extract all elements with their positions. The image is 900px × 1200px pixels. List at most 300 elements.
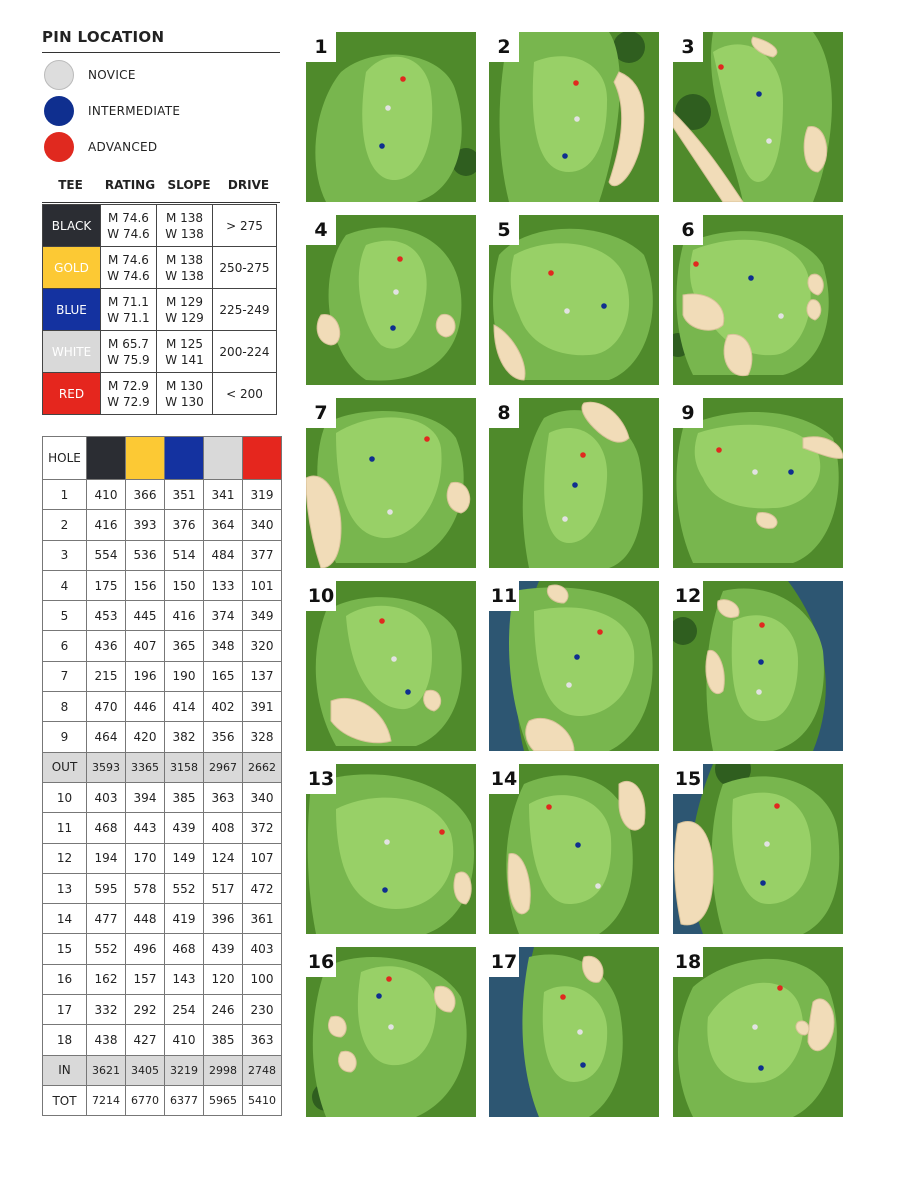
intermediate-pin <box>758 659 764 665</box>
rating-men: M 71.1 <box>108 294 149 309</box>
hole-number-label: 12 <box>673 581 703 611</box>
hole-map <box>306 398 476 568</box>
intermediate-pin <box>369 456 375 462</box>
slope-women: W 138 <box>165 226 204 241</box>
advanced-pin <box>718 64 724 70</box>
yardage-cell: 445 <box>126 601 165 631</box>
rating-header: RATING <box>104 178 156 192</box>
hole-number-label: 1 <box>306 32 336 62</box>
yardage-cell: 341 <box>204 480 243 510</box>
hole-map <box>489 947 659 1117</box>
hole-row <box>43 510 282 540</box>
hole-number-label: 15 <box>673 764 703 794</box>
legend-item <box>44 60 136 90</box>
advanced-pin <box>774 803 780 809</box>
yardage-cell: 348 <box>204 631 243 661</box>
slope-men: M 130 <box>165 378 204 393</box>
sand-bunker <box>675 821 713 924</box>
yardage-cell: 328 <box>243 722 282 752</box>
tee-name-label: GOLD <box>54 260 89 275</box>
yardage-cell: 162 <box>87 964 126 994</box>
hole-map <box>673 32 843 202</box>
tee-color-swatch <box>87 437 126 480</box>
yardage-cell: 419 <box>165 904 204 934</box>
hole-map <box>673 398 843 568</box>
hole-row <box>43 601 282 631</box>
drive-value: 250-275 <box>219 260 270 275</box>
hole-row <box>43 1085 282 1115</box>
hole-number-label: 10 <box>306 581 336 611</box>
hole-map <box>306 764 476 934</box>
intermediate-pin <box>760 880 766 886</box>
yardage-cell: 468 <box>165 934 204 964</box>
intermediate-pin <box>601 303 607 309</box>
hole-row <box>43 843 282 873</box>
drive-cell <box>213 331 277 373</box>
sand-bunker <box>328 1016 346 1037</box>
yardage-cell: 340 <box>243 510 282 540</box>
tee-color-swatch <box>165 437 204 480</box>
slope-women: W 129 <box>165 310 204 325</box>
drive-value: 225-249 <box>219 302 270 317</box>
yardage-cell: 436 <box>87 631 126 661</box>
yardage-cell: 402 <box>204 692 243 722</box>
rating-women: W 74.6 <box>107 268 150 283</box>
hole-number: 14 <box>43 904 87 934</box>
hole-number-label: 9 <box>673 398 703 428</box>
yardage-cell: 5965 <box>204 1085 243 1115</box>
hole-number: 6 <box>43 631 87 661</box>
intermediate-pin <box>580 1062 586 1068</box>
yardage-cell: 361 <box>243 904 282 934</box>
tee-name <box>43 373 101 415</box>
yardage-cell: 3219 <box>165 1055 204 1085</box>
intermediate-pin <box>376 993 382 999</box>
hole-map <box>489 32 659 202</box>
hole-map <box>489 398 659 568</box>
hole-row <box>43 480 282 510</box>
advanced-pin <box>400 76 406 82</box>
advanced-pin <box>777 985 783 991</box>
hole-header <box>43 437 87 480</box>
legend-dot-icon <box>44 60 74 90</box>
slope-men: M 125 <box>165 336 204 351</box>
yardage-cell: 137 <box>243 661 282 691</box>
tee-name <box>43 289 101 331</box>
novice-pin <box>388 1024 394 1030</box>
yardage-cell: 391 <box>243 692 282 722</box>
yardage-cell: 194 <box>87 843 126 873</box>
hole-number-label: 16 <box>306 947 336 977</box>
yardage-cell: 496 <box>126 934 165 964</box>
tee-row <box>43 247 277 289</box>
yardage-cell: 124 <box>204 843 243 873</box>
tee-name <box>43 331 101 373</box>
advanced-pin <box>580 452 586 458</box>
hole-number: IN <box>43 1055 87 1085</box>
slope-cell <box>157 289 213 331</box>
yardage-cell: 215 <box>87 661 126 691</box>
hole-row <box>43 692 282 722</box>
drive-value: > 275 <box>226 218 263 233</box>
yardage-cell: 470 <box>87 692 126 722</box>
intermediate-pin <box>379 143 385 149</box>
yardage-cell: 320 <box>243 631 282 661</box>
hole-row <box>43 934 282 964</box>
tee-name-label: RED <box>58 386 85 401</box>
yardage-cell: 472 <box>243 873 282 903</box>
yardage-cell: 552 <box>87 934 126 964</box>
advanced-pin <box>716 447 722 453</box>
yardage-cell: 254 <box>165 995 204 1025</box>
yardage-cell: 403 <box>87 782 126 812</box>
hole-map <box>306 947 476 1117</box>
intermediate-pin <box>382 887 388 893</box>
intermediate-pin <box>390 325 396 331</box>
putting-green <box>533 56 607 172</box>
hole-number: 5 <box>43 601 87 631</box>
yardage-cell: 3405 <box>126 1055 165 1085</box>
advanced-pin <box>386 976 392 982</box>
subtotal-row <box>43 752 282 782</box>
hole-map <box>489 215 659 385</box>
hole-map <box>489 581 659 751</box>
intermediate-pin <box>575 842 581 848</box>
hole-row <box>43 813 282 843</box>
yardage-cell: 468 <box>87 813 126 843</box>
yardage-cell: 319 <box>243 480 282 510</box>
yardage-cell: 416 <box>165 601 204 631</box>
hole-number: 3 <box>43 540 87 570</box>
yardage-cell: 133 <box>204 570 243 600</box>
scorecard-header-row <box>43 437 282 480</box>
yardage-cell: 414 <box>165 692 204 722</box>
hole-row <box>43 1025 282 1055</box>
hole-number: TOT <box>43 1085 87 1115</box>
yardage-cell: 149 <box>165 843 204 873</box>
hole-number-label: 11 <box>489 581 519 611</box>
intermediate-pin <box>758 1065 764 1071</box>
advanced-pin <box>379 618 385 624</box>
novice-pin <box>752 1024 758 1030</box>
hole-row <box>43 782 282 812</box>
yardage-cell: 190 <box>165 661 204 691</box>
yardage-cell: 385 <box>165 782 204 812</box>
yardage-cell: 372 <box>243 813 282 843</box>
yardage-cell: 120 <box>204 964 243 994</box>
yardage-cell: 366 <box>126 480 165 510</box>
hole-number: 18 <box>43 1025 87 1055</box>
tee-row <box>43 289 277 331</box>
yardage-cell: 351 <box>165 480 204 510</box>
novice-pin <box>577 1029 583 1035</box>
hole-map <box>673 215 843 385</box>
yardage-cell: 464 <box>87 722 126 752</box>
hole-number-label: 18 <box>673 947 703 977</box>
novice-pin <box>595 883 601 889</box>
rating-women: W 75.9 <box>107 352 150 367</box>
hole-map <box>673 764 843 934</box>
hole-map <box>306 581 476 751</box>
yardage-cell: 578 <box>126 873 165 903</box>
hole-number: 1 <box>43 480 87 510</box>
yardage-cell: 349 <box>243 601 282 631</box>
yardage-cell: 439 <box>165 813 204 843</box>
hole-number: 4 <box>43 570 87 600</box>
yardage-cell: 484 <box>204 540 243 570</box>
novice-pin <box>752 469 758 475</box>
hole-number: 9 <box>43 722 87 752</box>
yardage-cell: 2748 <box>243 1055 282 1085</box>
hole-row <box>43 995 282 1025</box>
tee-name-label: BLACK <box>51 218 92 233</box>
yardage-cell: 3621 <box>87 1055 126 1085</box>
advanced-pin <box>397 256 403 262</box>
drive-cell <box>213 373 277 415</box>
yardage-cell: 165 <box>204 661 243 691</box>
hole-row <box>43 904 282 934</box>
advanced-pin <box>548 270 554 276</box>
yardage-cell: 407 <box>126 631 165 661</box>
rating-cell <box>101 289 157 331</box>
hole-number: 15 <box>43 934 87 964</box>
yardage-cell: 453 <box>87 601 126 631</box>
yardage-cell: 420 <box>126 722 165 752</box>
hole-map <box>306 32 476 202</box>
yardage-cell: 363 <box>243 1025 282 1055</box>
tee-color-swatch <box>243 437 282 480</box>
pin-location-title: PIN LOCATION <box>42 28 280 53</box>
yardage-cell: 363 <box>204 782 243 812</box>
legend-item <box>44 96 180 126</box>
novice-pin <box>778 313 784 319</box>
yardage-cell: 439 <box>204 934 243 964</box>
hole-number: 12 <box>43 843 87 873</box>
slope-women: W 130 <box>165 394 204 409</box>
legend-label: ADVANCED <box>88 140 158 154</box>
yardage-cell: 427 <box>126 1025 165 1055</box>
yardage-cell: 364 <box>204 510 243 540</box>
yardage-cell: 292 <box>126 995 165 1025</box>
intermediate-pin <box>562 153 568 159</box>
legend-dot-icon <box>44 132 74 162</box>
hole-header-label: HOLE <box>48 451 81 465</box>
yardage-cell: 365 <box>165 631 204 661</box>
novice-pin <box>385 105 391 111</box>
hole-row <box>43 964 282 994</box>
slope-cell <box>157 205 213 247</box>
yardage-cell: 101 <box>243 570 282 600</box>
yardage-cell: 7214 <box>87 1085 126 1115</box>
hole-number: 11 <box>43 813 87 843</box>
advanced-pin <box>597 629 603 635</box>
yardage-cell: 408 <box>204 813 243 843</box>
yardage-cell: 6770 <box>126 1085 165 1115</box>
yardage-cell: 554 <box>87 540 126 570</box>
yardage-cell: 514 <box>165 540 204 570</box>
yardage-cell: 156 <box>126 570 165 600</box>
rating-men: M 65.7 <box>108 336 149 351</box>
hole-number: 8 <box>43 692 87 722</box>
yardage-cell: 393 <box>126 510 165 540</box>
hole-row <box>43 540 282 570</box>
hole-map <box>673 581 843 751</box>
hole-map <box>673 947 843 1117</box>
hole-map <box>306 215 476 385</box>
tee-table-header <box>42 178 280 203</box>
slope-men: M 138 <box>165 252 204 267</box>
hole-number-label: 17 <box>489 947 519 977</box>
yardage-cell: 3158 <box>165 752 204 782</box>
yardage-cell: 410 <box>87 480 126 510</box>
yardage-cell: 5410 <box>243 1085 282 1115</box>
novice-pin <box>391 656 397 662</box>
hole-number: 10 <box>43 782 87 812</box>
hole-row <box>43 631 282 661</box>
tee-name-label: WHITE <box>51 344 92 359</box>
hole-number-label: 7 <box>306 398 336 428</box>
intermediate-pin <box>405 689 411 695</box>
drive-value: 200-224 <box>219 344 270 359</box>
novice-pin <box>766 138 772 144</box>
hole-number: 13 <box>43 873 87 903</box>
slope-men: M 138 <box>165 210 204 225</box>
yardage-cell: 382 <box>165 722 204 752</box>
drive-header: DRIVE <box>227 178 270 192</box>
advanced-pin <box>424 436 430 442</box>
rating-women: W 72.9 <box>107 394 150 409</box>
yardage-cell: 595 <box>87 873 126 903</box>
drive-cell <box>213 205 277 247</box>
hole-number-label: 4 <box>306 215 336 245</box>
tee-row <box>43 373 277 415</box>
hole-number: 16 <box>43 964 87 994</box>
yardage-cell: 230 <box>243 995 282 1025</box>
hole-number: 2 <box>43 510 87 540</box>
legend-label: NOVICE <box>88 68 136 82</box>
novice-pin <box>764 841 770 847</box>
rating-men: M 74.6 <box>108 252 149 267</box>
yardage-cell: 552 <box>165 873 204 903</box>
yardage-cell: 446 <box>126 692 165 722</box>
slope-women: W 138 <box>165 268 204 283</box>
yardage-cell: 443 <box>126 813 165 843</box>
yardage-cell: 332 <box>87 995 126 1025</box>
hole-map <box>489 764 659 934</box>
yardage-cell: 410 <box>165 1025 204 1055</box>
hole-row <box>43 570 282 600</box>
drive-cell <box>213 247 277 289</box>
yardage-cell: 107 <box>243 843 282 873</box>
rating-women: W 74.6 <box>107 226 150 241</box>
yardage-cell: 536 <box>126 540 165 570</box>
yardage-cell: 143 <box>165 964 204 994</box>
hole-row <box>43 661 282 691</box>
slope-header: SLOPE <box>167 178 211 192</box>
novice-pin <box>566 682 572 688</box>
hole-row <box>43 722 282 752</box>
yardage-cell: 196 <box>126 661 165 691</box>
novice-pin <box>564 308 570 314</box>
intermediate-pin <box>572 482 578 488</box>
intermediate-pin <box>756 91 762 97</box>
yardage-cell: 150 <box>165 570 204 600</box>
yardage-cell: 394 <box>126 782 165 812</box>
intermediate-pin <box>748 275 754 281</box>
yardage-cell: 396 <box>204 904 243 934</box>
drive-value: < 200 <box>226 386 263 401</box>
rating-cell <box>101 205 157 247</box>
tee-table <box>42 204 277 415</box>
yardage-cell: 170 <box>126 843 165 873</box>
slope-men: M 129 <box>165 294 204 309</box>
yardage-cell: 448 <box>126 904 165 934</box>
yardage-cell: 157 <box>126 964 165 994</box>
legend-item <box>44 132 157 162</box>
novice-pin <box>574 116 580 122</box>
sand-bunker <box>436 314 455 337</box>
advanced-pin <box>693 261 699 267</box>
yardage-cell: 477 <box>87 904 126 934</box>
yardage-cell: 100 <box>243 964 282 994</box>
novice-pin <box>756 689 762 695</box>
rating-men: M 72.9 <box>108 378 149 393</box>
slope-cell <box>157 247 213 289</box>
yardage-cell: 2662 <box>243 752 282 782</box>
yardage-cell: 376 <box>165 510 204 540</box>
hole-number-label: 6 <box>673 215 703 245</box>
novice-pin <box>384 839 390 845</box>
scorecard-table <box>42 436 282 1116</box>
yardage-cell: 246 <box>204 995 243 1025</box>
intermediate-pin <box>788 469 794 475</box>
yardage-cell: 438 <box>87 1025 126 1055</box>
tee-name <box>43 205 101 247</box>
hole-number-label: 5 <box>489 215 519 245</box>
yardage-cell: 416 <box>87 510 126 540</box>
yardage-cell: 377 <box>243 540 282 570</box>
yardage-cell: 3593 <box>87 752 126 782</box>
slope-cell <box>157 373 213 415</box>
advanced-pin <box>439 829 445 835</box>
hole-number: 17 <box>43 995 87 1025</box>
advanced-pin <box>560 994 566 1000</box>
hole-row <box>43 873 282 903</box>
advanced-pin <box>546 804 552 810</box>
novice-pin <box>393 289 399 295</box>
yardage-cell: 2967 <box>204 752 243 782</box>
tee-name-label: BLUE <box>56 302 87 317</box>
putting-green <box>732 615 798 721</box>
yardage-cell: 374 <box>204 601 243 631</box>
yardage-cell: 403 <box>243 934 282 964</box>
rating-cell <box>101 373 157 415</box>
rating-cell <box>101 247 157 289</box>
hole-number-label: 3 <box>673 32 703 62</box>
intermediate-pin <box>574 654 580 660</box>
legend-label: INTERMEDIATE <box>88 104 181 118</box>
hole-number-label: 8 <box>489 398 519 428</box>
yardage-cell: 356 <box>204 722 243 752</box>
hole-number-label: 2 <box>489 32 519 62</box>
yardage-cell: 3365 <box>126 752 165 782</box>
novice-pin <box>562 516 568 522</box>
yardage-cell: 517 <box>204 873 243 903</box>
advanced-pin <box>573 80 579 86</box>
yardage-cell: 2998 <box>204 1055 243 1085</box>
tee-row <box>43 331 277 373</box>
hole-number: OUT <box>43 752 87 782</box>
